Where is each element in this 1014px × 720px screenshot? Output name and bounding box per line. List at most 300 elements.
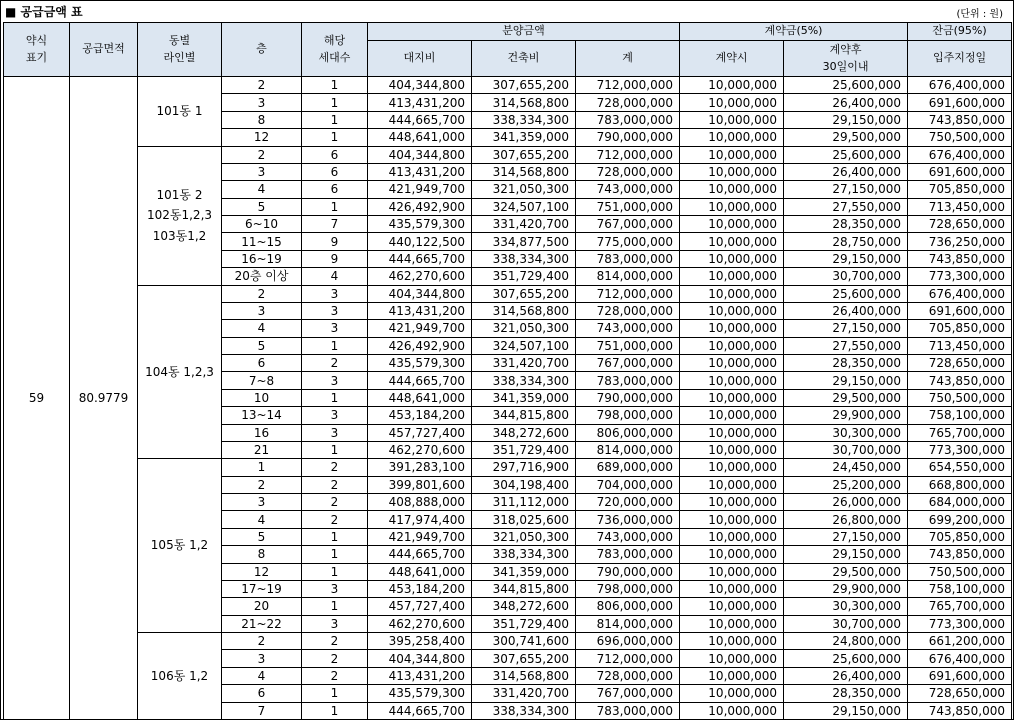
building-cost-cell: 324,507,100 [472, 337, 576, 354]
building-cost-cell: 314,568,800 [472, 94, 576, 111]
on-contract-cell: 10,000,000 [680, 441, 784, 458]
building-cost-cell: 334,877,500 [472, 233, 576, 250]
units-cell: 1 [302, 441, 368, 458]
units-cell: 6 [302, 146, 368, 163]
total-cell: 806,000,000 [576, 424, 680, 441]
land-cell: 457,727,400 [368, 598, 472, 615]
floor-cell: 2 [222, 476, 302, 493]
total-cell: 712,000,000 [576, 77, 680, 94]
header-total: 계 [576, 41, 680, 77]
floor-cell: 13~14 [222, 407, 302, 424]
area-cell: 80.9779 [70, 77, 138, 720]
table-body [4, 77, 1012, 720]
building-cost-cell: 321,050,300 [472, 320, 576, 337]
land-cell: 404,344,800 [368, 650, 472, 667]
on-contract-cell: 10,000,000 [680, 459, 784, 476]
on-contract-cell: 10,000,000 [680, 667, 784, 684]
total-cell: 790,000,000 [576, 129, 680, 146]
balance-cell: 705,850,000 [908, 320, 1012, 337]
after-contract-cell: 27,550,000 [784, 337, 908, 354]
total-cell: 712,000,000 [576, 650, 680, 667]
building-cost-cell: 314,568,800 [472, 667, 576, 684]
after-contract-cell: 29,900,000 [784, 580, 908, 597]
total-cell: 790,000,000 [576, 563, 680, 580]
land-cell: 453,184,200 [368, 580, 472, 597]
land-cell: 421,949,700 [368, 181, 472, 198]
land-cell: 435,579,300 [368, 216, 472, 233]
total-cell: 689,000,000 [576, 459, 680, 476]
on-contract-cell: 10,000,000 [680, 389, 784, 406]
balance-cell: 691,600,000 [908, 94, 1012, 111]
on-contract-cell: 10,000,000 [680, 163, 784, 180]
total-cell: 767,000,000 [576, 355, 680, 372]
on-contract-cell: 10,000,000 [680, 250, 784, 267]
floor-cell: 8 [222, 111, 302, 128]
building-group-cell: 101동 1 [138, 77, 222, 147]
land-cell: 444,665,700 [368, 702, 472, 719]
after-contract-cell: 28,350,000 [784, 216, 908, 233]
units-cell: 1 [302, 685, 368, 702]
balance-cell: 750,500,000 [908, 563, 1012, 580]
land-cell: 440,122,500 [368, 233, 472, 250]
table-row [4, 77, 1012, 94]
units-cell: 7 [302, 216, 368, 233]
units-cell: 9 [302, 250, 368, 267]
units-cell: 3 [302, 372, 368, 389]
land-cell: 391,283,100 [368, 459, 472, 476]
land-cell: 404,344,800 [368, 77, 472, 94]
after-contract-cell: 26,000,000 [784, 494, 908, 511]
after-contract-cell: 29,900,000 [784, 407, 908, 424]
on-contract-cell: 10,000,000 [680, 337, 784, 354]
on-contract-cell: 10,000,000 [680, 511, 784, 528]
land-cell: 444,665,700 [368, 250, 472, 267]
building-cost-cell: 344,815,800 [472, 407, 576, 424]
type-cell: 59 [4, 77, 70, 720]
balance-cell: 713,450,000 [908, 337, 1012, 354]
floor-cell: 2 [222, 77, 302, 94]
units-cell: 3 [302, 615, 368, 632]
balance-cell: 773,300,000 [908, 615, 1012, 632]
building-cost-cell: 338,334,300 [472, 111, 576, 128]
floor-cell: 21~22 [222, 615, 302, 632]
land-cell: 413,431,200 [368, 94, 472, 111]
after-contract-cell: 29,150,000 [784, 111, 908, 128]
floor-cell: 3 [222, 163, 302, 180]
balance-cell: 750,500,000 [908, 389, 1012, 406]
units-cell: 2 [302, 633, 368, 650]
on-contract-cell: 10,000,000 [680, 129, 784, 146]
balance-cell: 743,850,000 [908, 111, 1012, 128]
total-cell: 712,000,000 [576, 285, 680, 302]
header-type: 약식 표기 [4, 23, 70, 77]
title-bar [1, 1, 1013, 22]
balance-cell: 676,400,000 [908, 285, 1012, 302]
land-cell: 404,344,800 [368, 146, 472, 163]
balance-cell: 750,500,000 [908, 129, 1012, 146]
floor-cell: 3 [222, 650, 302, 667]
floor-cell: 2 [222, 285, 302, 302]
building-cost-cell: 348,272,600 [472, 424, 576, 441]
floor-cell: 20 [222, 598, 302, 615]
after-contract-cell: 26,400,000 [784, 163, 908, 180]
total-cell: 736,000,000 [576, 511, 680, 528]
after-contract-cell: 29,150,000 [784, 250, 908, 267]
balance-cell: 758,100,000 [908, 580, 1012, 597]
total-cell: 696,000,000 [576, 633, 680, 650]
balance-cell: 728,650,000 [908, 685, 1012, 702]
building-cost-cell: 307,655,200 [472, 285, 576, 302]
building-cost-cell: 307,655,200 [472, 77, 576, 94]
balance-cell: 743,850,000 [908, 372, 1012, 389]
table-row [4, 146, 1012, 163]
building-group-cell: 101동 2 102동1,2,3 103동1,2 [138, 146, 222, 285]
units-cell: 1 [302, 111, 368, 128]
building-cost-cell: 344,815,800 [472, 580, 576, 597]
on-contract-cell: 10,000,000 [680, 407, 784, 424]
units-cell: 1 [302, 94, 368, 111]
building-cost-cell: 307,655,200 [472, 650, 576, 667]
after-contract-cell: 29,500,000 [784, 129, 908, 146]
land-cell: 426,492,900 [368, 337, 472, 354]
after-contract-cell: 29,150,000 [784, 546, 908, 563]
building-cost-cell: 341,359,000 [472, 129, 576, 146]
floor-cell: 6~10 [222, 216, 302, 233]
after-contract-cell: 26,800,000 [784, 511, 908, 528]
after-contract-cell: 28,750,000 [784, 233, 908, 250]
building-cost-cell: 314,568,800 [472, 163, 576, 180]
building-cost-cell: 318,025,600 [472, 511, 576, 528]
balance-cell: 705,850,000 [908, 181, 1012, 198]
after-contract-cell: 29,500,000 [784, 563, 908, 580]
after-contract-cell: 27,550,000 [784, 198, 908, 215]
on-contract-cell: 10,000,000 [680, 546, 784, 563]
building-cost-cell: 321,050,300 [472, 181, 576, 198]
header-balance: 잔금(95%) [908, 23, 1012, 41]
balance-cell: 743,850,000 [908, 250, 1012, 267]
building-cost-cell: 338,334,300 [472, 372, 576, 389]
land-cell: 421,949,700 [368, 528, 472, 545]
building-cost-cell: 304,198,400 [472, 476, 576, 493]
total-cell: 728,000,000 [576, 163, 680, 180]
land-cell: 435,579,300 [368, 685, 472, 702]
total-cell: 783,000,000 [576, 111, 680, 128]
balance-cell: 728,650,000 [908, 355, 1012, 372]
units-cell: 1 [302, 77, 368, 94]
on-contract-cell: 10,000,000 [680, 580, 784, 597]
floor-cell: 10 [222, 389, 302, 406]
on-contract-cell: 10,000,000 [680, 181, 784, 198]
building-cost-cell: 314,568,800 [472, 302, 576, 319]
balance-cell: 661,200,000 [908, 633, 1012, 650]
units-cell: 2 [302, 459, 368, 476]
unit-label: (단위 : 원) [956, 9, 1003, 20]
balance-cell: 691,600,000 [908, 302, 1012, 319]
on-contract-cell: 10,000,000 [680, 320, 784, 337]
on-contract-cell: 10,000,000 [680, 598, 784, 615]
balance-cell: 743,850,000 [908, 702, 1012, 719]
building-cost-cell: 331,420,700 [472, 216, 576, 233]
total-cell: 775,000,000 [576, 233, 680, 250]
floor-cell: 5 [222, 337, 302, 354]
on-contract-cell: 10,000,000 [680, 702, 784, 719]
after-contract-cell: 30,700,000 [784, 268, 908, 285]
after-contract-cell: 24,450,000 [784, 459, 908, 476]
building-cost-cell: 348,272,600 [472, 598, 576, 615]
header-building-cost: 건축비 [472, 41, 576, 77]
floor-cell: 4 [222, 320, 302, 337]
land-cell: 435,579,300 [368, 355, 472, 372]
total-cell: 704,000,000 [576, 476, 680, 493]
supply-price-table [3, 22, 1012, 720]
units-cell: 2 [302, 511, 368, 528]
balance-cell: 773,300,000 [908, 441, 1012, 458]
total-cell: 783,000,000 [576, 546, 680, 563]
land-cell: 444,665,700 [368, 546, 472, 563]
floor-cell: 2 [222, 633, 302, 650]
on-contract-cell: 10,000,000 [680, 528, 784, 545]
floor-cell: 4 [222, 181, 302, 198]
total-cell: 798,000,000 [576, 407, 680, 424]
header-units: 해당 세대수 [302, 23, 368, 77]
floor-cell: 12 [222, 129, 302, 146]
building-cost-cell: 324,507,100 [472, 198, 576, 215]
balance-cell: 713,450,000 [908, 198, 1012, 215]
floor-cell: 5 [222, 198, 302, 215]
land-cell: 421,949,700 [368, 320, 472, 337]
floor-cell: 2 [222, 146, 302, 163]
header-deposit: 계약금(5%) [680, 23, 908, 41]
balance-cell: 668,800,000 [908, 476, 1012, 493]
after-contract-cell: 29,150,000 [784, 702, 908, 719]
balance-cell: 691,600,000 [908, 667, 1012, 684]
total-cell: 728,000,000 [576, 94, 680, 111]
after-contract-cell: 26,400,000 [784, 302, 908, 319]
table-row [4, 459, 1012, 476]
after-contract-cell: 27,150,000 [784, 320, 908, 337]
after-contract-cell: 25,200,000 [784, 476, 908, 493]
units-cell: 2 [302, 494, 368, 511]
after-contract-cell: 25,600,000 [784, 650, 908, 667]
building-group-cell: 104동 1,2,3 [138, 285, 222, 459]
land-cell: 444,665,700 [368, 372, 472, 389]
units-cell: 3 [302, 407, 368, 424]
building-cost-cell: 341,359,000 [472, 389, 576, 406]
after-contract-cell: 29,500,000 [784, 389, 908, 406]
floor-cell: 5 [222, 528, 302, 545]
table-row [4, 633, 1012, 650]
total-cell: 814,000,000 [576, 268, 680, 285]
total-cell: 814,000,000 [576, 615, 680, 632]
units-cell: 1 [302, 563, 368, 580]
units-cell: 2 [302, 355, 368, 372]
floor-cell: 4 [222, 667, 302, 684]
on-contract-cell: 10,000,000 [680, 476, 784, 493]
floor-cell: 3 [222, 494, 302, 511]
balance-cell: 691,600,000 [908, 163, 1012, 180]
on-contract-cell: 10,000,000 [680, 233, 784, 250]
units-cell: 1 [302, 389, 368, 406]
floor-cell: 6 [222, 685, 302, 702]
on-contract-cell: 10,000,000 [680, 302, 784, 319]
total-cell: 798,000,000 [576, 580, 680, 597]
balance-cell: 654,550,000 [908, 459, 1012, 476]
header-land: 대지비 [368, 41, 472, 77]
floor-cell: 3 [222, 302, 302, 319]
units-cell: 1 [302, 702, 368, 719]
units-cell: 4 [302, 268, 368, 285]
units-cell: 3 [302, 580, 368, 597]
on-contract-cell: 10,000,000 [680, 216, 784, 233]
land-cell: 453,184,200 [368, 407, 472, 424]
building-cost-cell: 331,420,700 [472, 355, 576, 372]
floor-cell: 21 [222, 441, 302, 458]
after-contract-cell: 24,800,000 [784, 633, 908, 650]
after-contract-cell: 25,600,000 [784, 146, 908, 163]
total-cell: 743,000,000 [576, 181, 680, 198]
floor-cell: 4 [222, 511, 302, 528]
after-contract-cell: 29,150,000 [784, 372, 908, 389]
building-cost-cell: 338,334,300 [472, 702, 576, 719]
balance-cell: 743,850,000 [908, 546, 1012, 563]
land-cell: 462,270,600 [368, 615, 472, 632]
header-building: 동별 라인별 [138, 23, 222, 77]
header-area: 공급면적 [70, 23, 138, 77]
balance-cell: 765,700,000 [908, 598, 1012, 615]
building-cost-cell: 351,729,400 [472, 268, 576, 285]
header-after-contract: 계약후 30일이내 [784, 41, 908, 77]
land-cell: 408,888,000 [368, 494, 472, 511]
total-cell: 751,000,000 [576, 337, 680, 354]
land-cell: 426,492,900 [368, 198, 472, 215]
units-cell: 2 [302, 650, 368, 667]
units-cell: 3 [302, 320, 368, 337]
land-cell: 462,270,600 [368, 268, 472, 285]
units-cell: 1 [302, 546, 368, 563]
building-cost-cell: 338,334,300 [472, 250, 576, 267]
total-cell: 806,000,000 [576, 598, 680, 615]
building-cost-cell: 351,729,400 [472, 441, 576, 458]
building-group-cell: 105동 1,2 [138, 459, 222, 633]
on-contract-cell: 10,000,000 [680, 268, 784, 285]
land-cell: 404,344,800 [368, 285, 472, 302]
building-cost-cell: 338,334,300 [472, 546, 576, 563]
floor-cell: 16 [222, 424, 302, 441]
total-cell: 790,000,000 [576, 389, 680, 406]
on-contract-cell: 10,000,000 [680, 94, 784, 111]
land-cell: 457,727,400 [368, 424, 472, 441]
units-cell: 1 [302, 598, 368, 615]
land-cell: 413,431,200 [368, 302, 472, 319]
document-title: ■ 공급금액 표 [5, 5, 83, 19]
floor-cell: 8 [222, 546, 302, 563]
floor-cell: 7 [222, 702, 302, 719]
balance-cell: 676,400,000 [908, 77, 1012, 94]
on-contract-cell: 10,000,000 [680, 198, 784, 215]
on-contract-cell: 10,000,000 [680, 685, 784, 702]
units-cell: 3 [302, 302, 368, 319]
building-cost-cell: 321,050,300 [472, 528, 576, 545]
header-floor: 층 [222, 23, 302, 77]
on-contract-cell: 10,000,000 [680, 146, 784, 163]
after-contract-cell: 28,350,000 [784, 355, 908, 372]
floor-cell: 20층 이상 [222, 268, 302, 285]
total-cell: 728,000,000 [576, 667, 680, 684]
on-contract-cell: 10,000,000 [680, 424, 784, 441]
units-cell: 1 [302, 337, 368, 354]
units-cell: 3 [302, 424, 368, 441]
table-header [4, 23, 1012, 77]
total-cell: 767,000,000 [576, 216, 680, 233]
building-cost-cell: 351,729,400 [472, 615, 576, 632]
balance-cell: 728,650,000 [908, 216, 1012, 233]
total-cell: 712,000,000 [576, 146, 680, 163]
land-cell: 417,974,400 [368, 511, 472, 528]
balance-cell: 736,250,000 [908, 233, 1012, 250]
after-contract-cell: 30,700,000 [784, 441, 908, 458]
balance-cell: 705,850,000 [908, 528, 1012, 545]
header-on-contract: 계약시 [680, 41, 784, 77]
balance-cell: 758,100,000 [908, 407, 1012, 424]
land-cell: 413,431,200 [368, 667, 472, 684]
units-cell: 9 [302, 233, 368, 250]
land-cell: 395,258,400 [368, 633, 472, 650]
balance-cell: 684,000,000 [908, 494, 1012, 511]
floor-cell: 7~8 [222, 372, 302, 389]
on-contract-cell: 10,000,000 [680, 355, 784, 372]
after-contract-cell: 30,700,000 [784, 615, 908, 632]
after-contract-cell: 27,150,000 [784, 528, 908, 545]
balance-cell: 773,300,000 [908, 268, 1012, 285]
units-cell: 3 [302, 285, 368, 302]
land-cell: 399,801,600 [368, 476, 472, 493]
floor-cell: 3 [222, 94, 302, 111]
land-cell: 462,270,600 [368, 441, 472, 458]
total-cell: 783,000,000 [576, 250, 680, 267]
after-contract-cell: 30,300,000 [784, 598, 908, 615]
total-cell: 814,000,000 [576, 441, 680, 458]
total-cell: 783,000,000 [576, 372, 680, 389]
building-group-cell: 106동 1,2 [138, 633, 222, 720]
land-cell: 448,641,000 [368, 563, 472, 580]
floor-cell: 17~19 [222, 580, 302, 597]
header-sale-price: 분양금액 [368, 23, 680, 41]
total-cell: 783,000,000 [576, 702, 680, 719]
on-contract-cell: 10,000,000 [680, 650, 784, 667]
building-cost-cell: 307,655,200 [472, 146, 576, 163]
on-contract-cell: 10,000,000 [680, 494, 784, 511]
total-cell: 728,000,000 [576, 302, 680, 319]
building-cost-cell: 341,359,000 [472, 563, 576, 580]
total-cell: 720,000,000 [576, 494, 680, 511]
after-contract-cell: 26,400,000 [784, 667, 908, 684]
building-cost-cell: 297,716,900 [472, 459, 576, 476]
units-cell: 1 [302, 198, 368, 215]
land-cell: 444,665,700 [368, 111, 472, 128]
balance-cell: 676,400,000 [908, 650, 1012, 667]
total-cell: 751,000,000 [576, 198, 680, 215]
header-move-in: 입주지정일 [908, 41, 1012, 77]
land-cell: 448,641,000 [368, 389, 472, 406]
land-cell: 413,431,200 [368, 163, 472, 180]
building-cost-cell: 300,741,600 [472, 633, 576, 650]
units-cell: 2 [302, 667, 368, 684]
floor-cell: 11~15 [222, 233, 302, 250]
after-contract-cell: 26,400,000 [784, 94, 908, 111]
on-contract-cell: 10,000,000 [680, 615, 784, 632]
floor-cell: 6 [222, 355, 302, 372]
floor-cell: 16~19 [222, 250, 302, 267]
